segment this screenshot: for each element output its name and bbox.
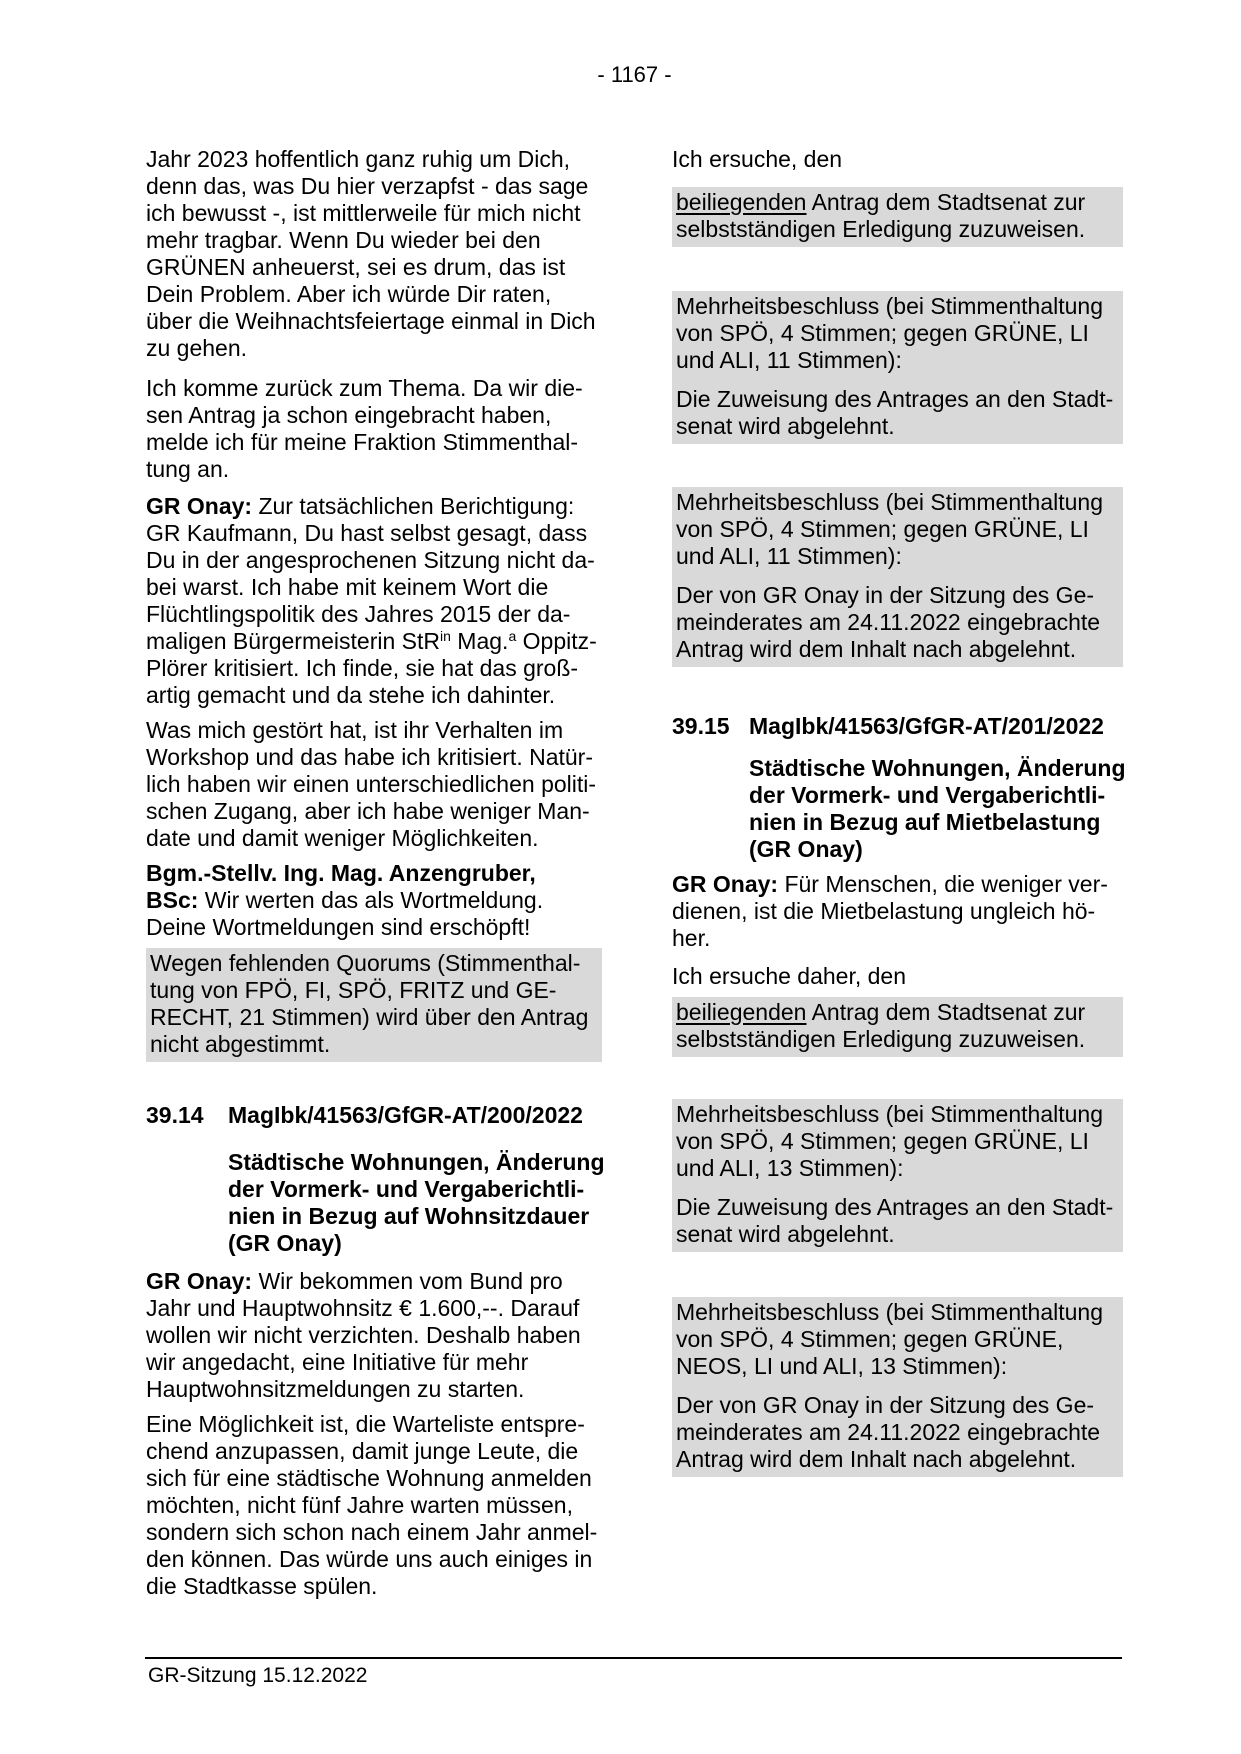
agenda-item-number: 39.14 [146,1102,204,1128]
text-line: Ich ersuche, den [672,146,843,172]
text-line: die Stadtkasse spülen. [146,1573,378,1599]
text-line: mehr tragbar. Wenn Du wieder bei den [146,227,541,253]
text-line: selbstständigen Erledigung zuzuweisen. [676,1026,1086,1052]
text-line: (GR Onay) [228,1230,342,1256]
text-line: Deine Wortmeldungen sind erschöpft! [146,914,531,940]
text-line: Plörer kritisiert. Ich finde, sie hat das groß- [146,655,579,681]
text-line: melde ich für meine Fraktion Stimmenthal- [146,429,579,455]
text-line: möchten, nicht fünf Jahre warten müssen, [146,1492,573,1518]
decision-result [676,1392,1117,1473]
decision-box [672,1297,1123,1477]
text-line: Mehrheitsbeschluss (bei Stimmenthaltung [676,1299,1103,1325]
text-line [676,999,1117,1026]
decision-box [672,291,1123,444]
speech-paragraph [146,1411,602,1600]
text-line: ich bewusst -, ist mittlerweile für mich nicht [146,200,581,226]
quorum-note-box [146,948,602,1062]
text-line [146,628,602,655]
speaker-name: GR Onay: [672,871,779,897]
decision-vote [676,293,1117,374]
text-line: Antrag wird dem Inhalt nach abgelehnt. [676,636,1077,662]
agenda-item-number: 39.15 [672,713,730,739]
text-line: Mehrheitsbeschluss (bei Stimmenthaltung [676,1101,1103,1127]
superscript-text: a [508,628,517,644]
speech-paragraph [146,1268,602,1403]
speech-paragraph [672,963,1123,990]
text-line: her. [672,925,711,951]
text-line: wir angedacht, eine Initiative für mehr [146,1349,529,1375]
text-line: NEOS, LI und ALI, 13 Stimmen): [676,1353,1008,1379]
text-line: und ALI, 11 Stimmen): [676,543,902,569]
text-line [146,860,602,887]
text-line: nien in Bezug auf Wohnsitzdauer [228,1203,590,1229]
text-line: Jahr 2023 hoffentlich ganz ruhig um Dich, [146,146,571,172]
agenda-item-heading [672,713,1123,740]
text-line: RECHT, 21 Stimmen) wird über den Antrag [150,1004,589,1030]
speaker-name: BSc: [146,887,199,913]
text-line: Du in der angesprochenen Sitzung nicht da- [146,547,595,573]
text-line: den können. Das würde uns auch einiges in [146,1546,593,1572]
text-line: Städtische Wohnungen, Änderung [749,755,1126,781]
text-segment: Antrag dem Stadtsenat zur [806,999,1086,1025]
text-segment: maligen Bürgermeisterin StR [146,628,441,654]
text-line: und ALI, 13 Stimmen): [676,1155,904,1181]
footer-text: GR-Sitzung 15.12.2022 [148,1664,368,1687]
text-line: Der von GR Onay in der Sitzung des Ge- [676,582,1095,608]
agenda-item-heading [146,1102,602,1129]
text-line: senat wird abgelehnt. [676,1221,895,1247]
text-line: meinderates am 24.11.2022 eingebrachte [676,1419,1101,1445]
text-line [146,1268,602,1295]
superscript-text: in [440,628,451,644]
underlined-word: beiliegenden [676,999,807,1025]
text-line: der Vormerk- und Vergaberichtli- [749,782,1106,808]
speech-paragraph [146,146,602,362]
text-line: chend anzupassen, damit junge Leute, die [146,1438,579,1464]
text-segment: Zur tatsächlichen Berichtigung: [252,493,575,519]
text-line: Wegen fehlenden Quorums (Stimmenthal- [150,950,581,976]
text-line: sondern sich schon nach einem Jahr anmel- [146,1519,598,1545]
decision-result [676,582,1117,663]
text-line [676,189,1117,216]
text-line: Flüchtlingspolitik des Jahres 2015 der da- [146,601,571,627]
text-line: tung von FPÖ, FI, SPÖ, FRITZ und GE- [150,977,557,1003]
decision-vote [676,1101,1117,1182]
text-line: meinderates am 24.11.2022 eingebrachte [676,609,1101,635]
decision-box [672,487,1123,667]
text-line [146,887,602,914]
text-line: lich haben wir einen unterschiedlichen politi- [146,771,597,797]
decision-box [672,1099,1123,1252]
text-line: Hauptwohnsitzmeldungen zu starten. [146,1376,525,1402]
right-column [672,146,1126,1477]
text-line: denn das, was Du hier verzapfst - das sage [146,173,589,199]
text-line: von SPÖ, 4 Stimmen; gegen GRÜNE, [676,1326,1064,1352]
text-line: Eine Möglichkeit ist, die Warteliste entspre- [146,1411,585,1437]
speech-paragraph [146,375,602,483]
text-line: Antrag wird dem Inhalt nach abgelehnt. [676,1446,1077,1472]
text-line: Ich ersuche daher, den [672,963,906,989]
text-line: nicht abgestimmt. [150,1031,331,1057]
text-segment: Wir bekommen vom Bund pro [252,1268,563,1294]
agenda-item-title [749,755,1126,863]
page-number: - 1167 - [597,62,672,87]
decision-result [676,386,1117,440]
text-line: der Vormerk- und Vergaberichtli- [228,1176,585,1202]
decision-result [676,1194,1117,1248]
text-line: bei warst. Ich habe mit keinem Wort die [146,574,549,600]
text-line: Jahr und Hauptwohnsitz € 1.600,--. Darauf [146,1295,580,1321]
agenda-item-reference: MagIbk/41563/GfGR-AT/200/2022 [228,1102,583,1128]
text-line: Mehrheitsbeschluss (bei Stimmenthaltung [676,489,1103,515]
decision-vote [676,1299,1117,1380]
text-segment: Oppitz- [516,628,597,654]
text-line: artig gemacht und da stehe ich dahinter. [146,682,556,708]
text-line: von SPÖ, 4 Stimmen; gegen GRÜNE, LI [676,516,1089,542]
speech-paragraph [672,871,1123,952]
text-line: selbstständigen Erledigung zuzuweisen. [676,216,1086,242]
text-line: Ich komme zurück zum Thema. Da wir die- [146,375,583,401]
text-line [146,493,602,520]
text-segment: Für Menschen, die weniger ver- [778,871,1108,897]
speaker-name: GR Onay: [146,493,253,519]
text-line: Städtische Wohnungen, Änderung [228,1149,605,1175]
text-line: senat wird abgelehnt. [676,413,895,439]
text-segment: Antrag dem Stadtsenat zur [806,189,1086,215]
motion-box [672,187,1123,247]
text-line: nien in Bezug auf Mietbelastung [749,809,1101,835]
text-line: GRÜNEN anheuerst, sei es drum, das ist [146,254,566,280]
speaker-name: GR Onay: [146,1268,253,1294]
paragraph-continuation [146,1295,602,1403]
text-segment: Wir werten das als Wortmeldung. [198,887,544,913]
text-line: dienen, ist die Mietbelastung ungleich hö- [672,898,1096,924]
speech-paragraph [146,717,602,852]
text-line: Dein Problem. Aber ich würde Dir raten, [146,281,552,307]
speech-paragraph [672,146,1123,173]
speech-paragraph [146,860,602,941]
text-line: Der von GR Onay in der Sitzung des Ge- [676,1392,1095,1418]
text-line: wollen wir nicht verzichten. Deshalb haben [146,1322,581,1348]
text-line: date und damit weniger Möglichkeiten. [146,825,539,851]
speaker-name: Bgm.-Stellv. Ing. Mag. Anzengruber, [146,860,536,886]
text-line: Workshop und das habe ich kritisiert. Natür- [146,744,593,770]
text-line: über die Weihnachtsfeiertage einmal in Dich [146,308,596,334]
text-line: sich für eine städtische Wohnung anmelden [146,1465,592,1491]
text-line [672,871,1123,898]
agenda-item-title [228,1149,605,1257]
text-line: zu gehen. [146,335,248,361]
footer-rule [145,1657,1122,1659]
left-column [146,146,605,1600]
text-line: schen Zugang, aber ich habe weniger Man- [146,798,590,824]
text-line: tung an. [146,456,230,482]
text-line: und ALI, 11 Stimmen): [676,347,902,373]
paragraph-continuation [672,898,1123,952]
text-line: von SPÖ, 4 Stimmen; gegen GRÜNE, LI [676,320,1089,346]
text-line: Die Zuweisung des Antrages an den Stadt- [676,1194,1114,1220]
text-line: GR Kaufmann, Du hast selbst gesagt, dass [146,520,588,546]
text-line: sen Antrag ja schon eingebracht haben, [146,402,552,428]
motion-box [672,997,1123,1057]
speech-paragraph [146,493,602,709]
text-line: Was mich gestört hat, ist ihr Verhalten im [146,717,564,743]
decision-vote [676,489,1117,570]
text-line: Mehrheitsbeschluss (bei Stimmenthaltung [676,293,1103,319]
text-segment: Mag. [450,628,509,654]
underlined-word: beiliegenden [676,189,807,215]
text-line: von SPÖ, 4 Stimmen; gegen GRÜNE, LI [676,1128,1089,1154]
text-line: (GR Onay) [749,836,863,862]
text-line: Die Zuweisung des Antrages an den Stadt- [676,386,1114,412]
agenda-item-reference: MagIbk/41563/GfGR-AT/201/2022 [749,713,1104,739]
